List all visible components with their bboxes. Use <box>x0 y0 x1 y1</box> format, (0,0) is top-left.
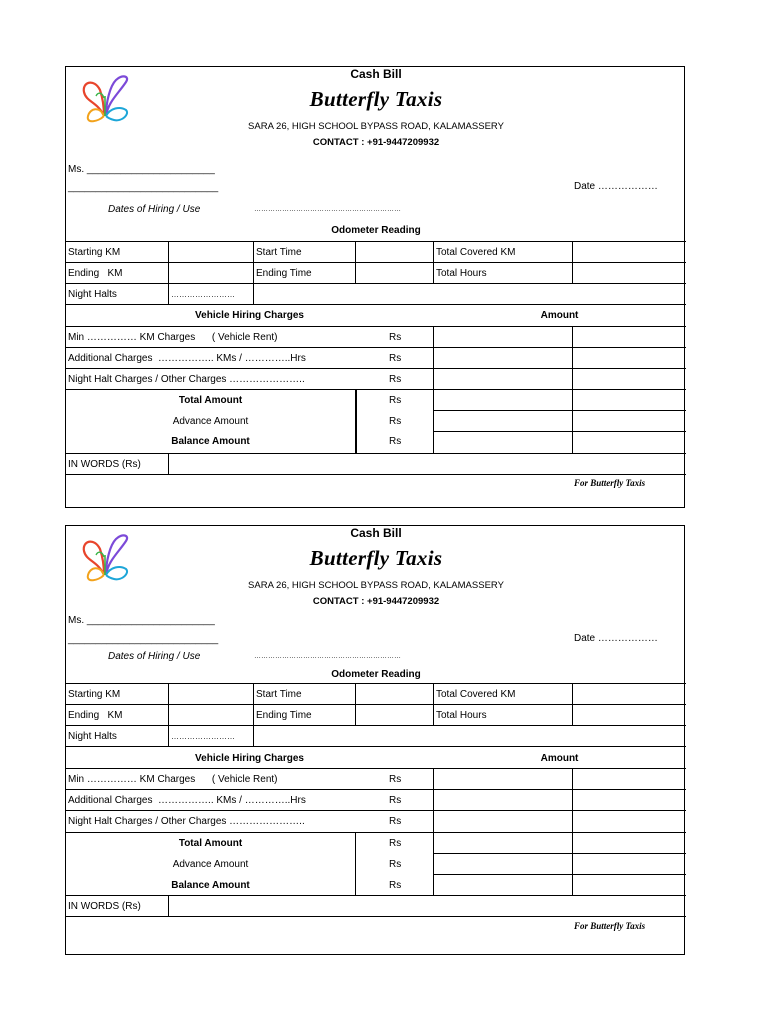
total-amount-label: Total Amount <box>178 395 243 406</box>
ending-time-label: Ending Time <box>256 268 312 279</box>
starting-km-label: Starting KM <box>68 247 121 258</box>
night-halt-charges-label: Night Halt Charges / Other Charges ………………….. <box>68 816 305 827</box>
amount-heading: Amount <box>540 310 579 321</box>
amount-heading: Amount <box>540 753 579 764</box>
in-words-label: IN WORDS (Rs) <box>68 901 141 912</box>
advance-amount-label: Advance Amount <box>172 416 249 427</box>
customer-address-field[interactable]: ___________________________ <box>68 634 219 645</box>
night-halts-field[interactable]: …………………… <box>171 290 235 299</box>
vehicle-hiring-charges-heading: Vehicle Hiring Charges <box>195 310 304 321</box>
total-hours-label: Total Hours <box>436 710 487 721</box>
night-halts-field[interactable]: …………………… <box>171 732 235 741</box>
rs-label: Rs <box>389 353 402 364</box>
rs-label: Rs <box>389 395 402 406</box>
ending-km-label: Ending KM <box>68 268 123 279</box>
rs-label: Rs <box>389 880 402 891</box>
balance-amount-label: Balance Amount <box>171 436 250 447</box>
advance-amount-label: Advance Amount <box>172 859 249 870</box>
total-covered-km-label: Total Covered KM <box>436 689 516 700</box>
hiring-dates-label: Dates of Hiring / Use <box>108 651 201 662</box>
signature-line: For Butterfly Taxis <box>574 478 646 488</box>
starting-km-label: Starting KM <box>68 689 121 700</box>
rs-label: Rs <box>389 436 402 447</box>
rs-label: Rs <box>389 332 402 343</box>
total-hours-label: Total Hours <box>436 268 487 279</box>
ending-km-label: Ending KM <box>68 710 123 721</box>
night-halts-label: Night Halts <box>68 289 117 300</box>
company-name: Butterfly Taxis <box>309 87 443 111</box>
customer-name-field[interactable]: Ms. _______________________ <box>68 615 215 626</box>
odometer-heading: Odometer Reading <box>331 669 421 680</box>
start-time-label: Start Time <box>256 689 302 700</box>
additional-charges-label: Additional Charges …………….. KMs / …………..Hrs <box>68 353 306 364</box>
rs-label: Rs <box>389 816 402 827</box>
total-covered-km-label: Total Covered KM <box>436 247 516 258</box>
company-address: SARA 26, HIGH SCHOOL BYPASS ROAD, KALAMASSERY <box>248 580 504 591</box>
hiring-dates-label: Dates of Hiring / Use <box>108 204 201 215</box>
signature-line: For Butterfly Taxis <box>574 921 646 931</box>
total-amount-label: Total Amount <box>178 838 243 849</box>
rs-label: Rs <box>389 774 402 785</box>
night-halts-label: Night Halts <box>68 731 117 742</box>
rs-label: Rs <box>389 374 402 385</box>
rs-label: Rs <box>389 838 402 849</box>
cash-bill-2 <box>65 525 685 955</box>
bill-title: Cash Bill <box>350 67 402 81</box>
rs-label: Rs <box>389 795 402 806</box>
balance-amount-label: Balance Amount <box>171 880 250 891</box>
min-km-charges-label: Min …………… KM Charges ( Vehicle Rent) <box>68 774 278 785</box>
odometer-heading: Odometer Reading <box>331 225 421 236</box>
customer-name-field[interactable]: Ms. _______________________ <box>68 164 215 175</box>
customer-address-field[interactable]: ___________________________ <box>68 182 219 193</box>
ending-time-label: Ending Time <box>256 710 312 721</box>
min-km-charges-label: Min …………… KM Charges ( Vehicle Rent) <box>68 332 278 343</box>
date-field[interactable]: Date ……………… <box>574 633 658 644</box>
in-words-label: IN WORDS (Rs) <box>68 459 141 470</box>
night-halt-charges-label: Night Halt Charges / Other Charges ………………….. <box>68 374 305 385</box>
cash-bill-1 <box>65 66 685 508</box>
bill-title: Cash Bill <box>350 526 402 540</box>
rs-label: Rs <box>389 859 402 870</box>
company-name: Butterfly Taxis <box>309 546 443 570</box>
rs-label: Rs <box>389 416 402 427</box>
company-address: SARA 26, HIGH SCHOOL BYPASS ROAD, KALAMASSERY <box>248 121 504 132</box>
company-contact: CONTACT : +91-9447209932 <box>312 596 440 607</box>
vehicle-hiring-charges-heading: Vehicle Hiring Charges <box>195 753 304 764</box>
start-time-label: Start Time <box>256 247 302 258</box>
additional-charges-label: Additional Charges …………….. KMs / …………..Hrs <box>68 795 306 806</box>
hiring-dates-field[interactable]: ……………………………………………………… <box>254 206 401 213</box>
date-field[interactable]: Date ……………… <box>574 181 658 192</box>
hiring-dates-field[interactable]: ……………………………………………………… <box>254 653 401 660</box>
company-contact: CONTACT : +91-9447209932 <box>312 137 440 148</box>
